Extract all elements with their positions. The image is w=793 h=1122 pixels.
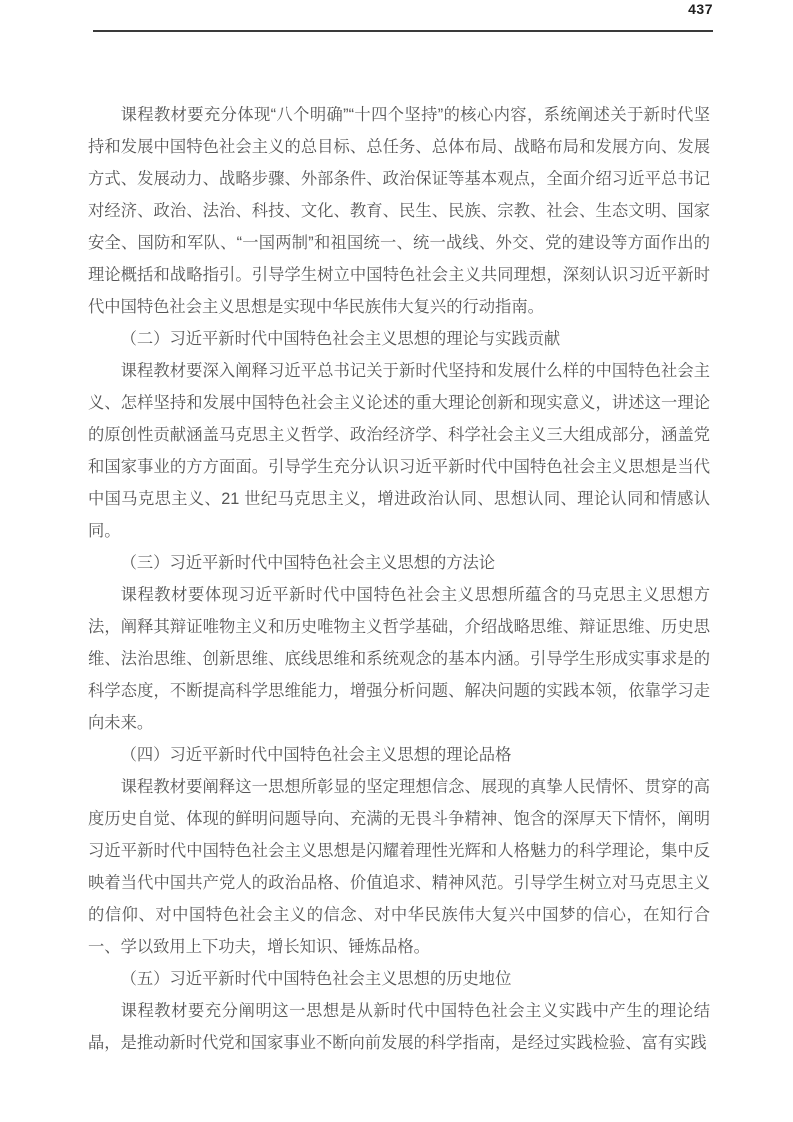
section-heading: （三）习近平新时代中国特色社会主义思想的方法论 — [120, 554, 496, 572]
paragraph: 课程教材要阐释这一思想所彰显的坚定理想信念、展现的真挚人民情怀、贯穿的高度历史自觉、体现的鲜明问题导向、充满的无畏斗争精神、饱含的深厚天下情怀，阐明习近平新时代中国特色社会主义思想是闪耀着理性光辉和人格魅力的科学理论，集中反映着当代中国共产党人的政治品格、价值追求、精神风范。引导学生树立对马克思主义的信仰、对中国特色社会主义的信念、对中华民族伟大复兴中国梦的信心，在知行合一、学以致用上下功夫，增长知识、锤炼品格。 — [88, 778, 710, 956]
header-rule — [93, 30, 713, 32]
document-body — [88, 99, 710, 1059]
section-heading: （四）习近平新时代中国特色社会主义思想的理论品格 — [120, 746, 512, 764]
section-heading: （二）习近平新时代中国特色社会主义思想的理论与实践贡献 — [120, 330, 561, 348]
paragraph: 课程教材要体现习近平新时代中国特色社会主义思想所蕴含的马克思主义思想方法，阐释其辩证唯物主义和历史唯物主义哲学基础，介绍战略思维、辩证思维、历史思维、法治思维、创新思维、底线思维和系统观念的基本内涵。引导学生形成实事求是的科学态度，不断提高科学思维能力，增强分析问题、解决问题的实践本领，依靠学习走向未来。 — [88, 586, 710, 732]
page-number: 437 — [688, 1, 713, 17]
paragraph: 课程教材要深入阐释习近平总书记关于新时代坚持和发展什么样的中国特色社会主义、怎样坚持和发展中国特色社会主义论述的重大理论创新和现实意义，讲述这一理论的原创性贡献涵盖马克思主义哲学、政治经济学、科学社会主义三大组成部分，涵盖党和国家事业的方方面面。引导学生充分认识习近平新时代中国特色社会主义思想是当代中国马克思主义、21 世纪马克思主义，增进政治认同、思想认同、理论认同和情感认同。 — [88, 362, 710, 540]
paragraph: 课程教材要充分阐明这一思想是从新时代中国特色社会主义实践中产生的理论结晶，是推动新时代党和国家事业不断向前发展的科学指南，是经过实践检验、富有实践 — [88, 1002, 710, 1052]
section-heading: （五）习近平新时代中国特色社会主义思想的历史地位 — [120, 970, 512, 988]
paragraph: 课程教材要充分体现“八个明确”“十四个坚持”的核心内容，系统阐述关于新时代坚持和发展中国特色社会主义的总目标、总任务、总体布局、战略布局和发展方向、发展方式、发展动力、战略步骤、外部条件、政治保证等基本观点，全面介绍习近平总书记对经济、政治、法治、科技、文化、教育、民生、民族、宗教、社会、生态文明、国家安全、国防和军队、“一国两制”和祖国统一、统一战线、外交、党的建设等方面作出的理论概括和战略指引。引导学生树立中国特色社会主义共同理想，深刻认识习近平新时代中国特色社会主义思想是实现中华民族伟大复兴的行动指南。 — [88, 106, 710, 316]
